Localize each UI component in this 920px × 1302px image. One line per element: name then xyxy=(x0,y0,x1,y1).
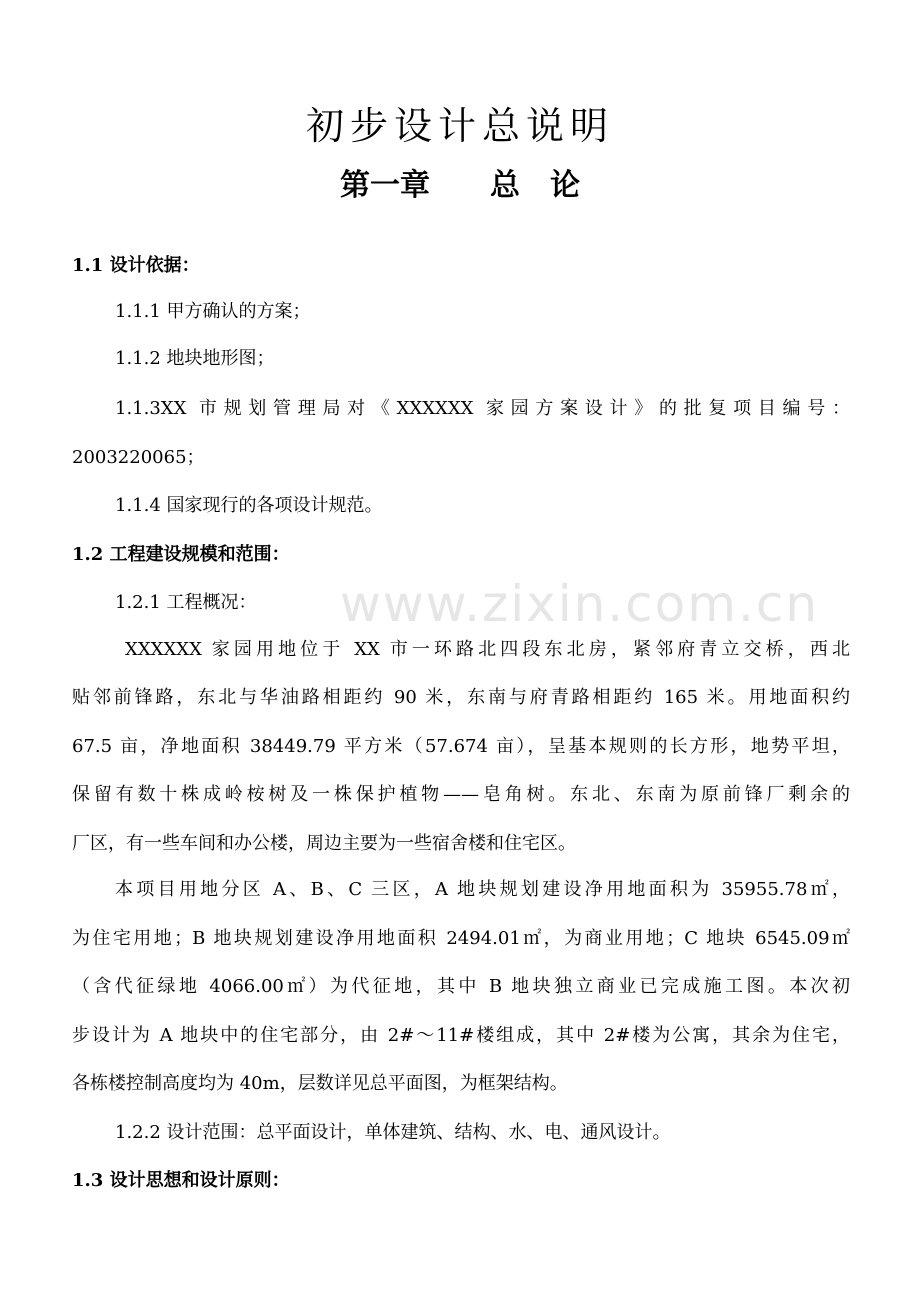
item-1-1-4: 1.1.4 国家现行的各项设计规范。 xyxy=(115,495,383,516)
paragraph-overview-line: 67.5 亩，净地面积 38449.79 平方米（57.674 亩），呈基本规则的长方形，地势平坦， xyxy=(72,736,850,757)
paragraph-overview-line: 保留有数十株成岭桉树及一株保护植物——皂角树。东北、东南为原前锋厂剩余的 xyxy=(72,784,850,805)
paragraph-zones-line: 本项目用地分区 A、B、C 三区，A 地块规划建设净用地面积为 35955.78㎡， xyxy=(115,879,850,900)
paragraph-overview-line: XXXXXX 家园用地位于 XX 市一环路北四段东北房，紧邻府青立交桥，西北 xyxy=(125,639,850,660)
section-1-3-heading: 1.3 设计思想和设计原则： xyxy=(72,1170,290,1191)
paragraph-zones-line: （含代征绿地 4066.00㎡）为代征地，其中 B 地块独立商业已完成施工图。本次初 xyxy=(72,976,850,997)
watermark-text: www.zixin.com.cn xyxy=(340,575,820,633)
item-1-1-3-line1: 1.1.3XX 市规划管理局对《XXXXXX 家园方案设计》的批复项目编号： xyxy=(115,398,850,419)
paragraph-overview-line: 贴邻前锋路，东北与华油路相距约 90 米，东南与府青路相距约 165 米。用地面积约 xyxy=(72,687,850,708)
paragraph-zones-line: 步设计为 A 地块中的住宅部分，由 2#～11#楼组成，其中 2#楼为公寓，其余为住宅， xyxy=(72,1025,850,1046)
item-1-1-3-line2: 2003220065； xyxy=(72,447,205,468)
item-1-1-2: 1.1.2 地块地形图； xyxy=(115,348,275,369)
section-1-2-heading: 1.2 工程建设规模和范围： xyxy=(72,544,290,565)
document-title: 初步设计总说明 xyxy=(305,104,614,148)
paragraph-zones-line: 各栋楼控制高度均为 40m，层数详见总平面图，为框架结构。 xyxy=(72,1073,568,1094)
paragraph-zones-line: 为住宅用地；B 地块规划建设净用地面积 2494.01㎡，为商业用地；C 地块 6545.09㎡ xyxy=(72,928,850,949)
chapter-heading: 第一章 总 论 xyxy=(340,168,580,203)
item-1-2-1: 1.2.1 工程概况： xyxy=(115,592,257,613)
item-1-1-1: 1.1.1 甲方确认的方案； xyxy=(115,301,311,322)
paragraph-overview-line: 厂区，有一些车间和办公楼，周边主要为一些宿舍楼和住宅区。 xyxy=(72,833,576,854)
section-1-1-heading: 1.1 设计依据： xyxy=(72,255,200,276)
item-1-2-2: 1.2.2 设计范围：总平面设计，单体建筑、结构、水、电、通风设计。 xyxy=(115,1122,671,1143)
